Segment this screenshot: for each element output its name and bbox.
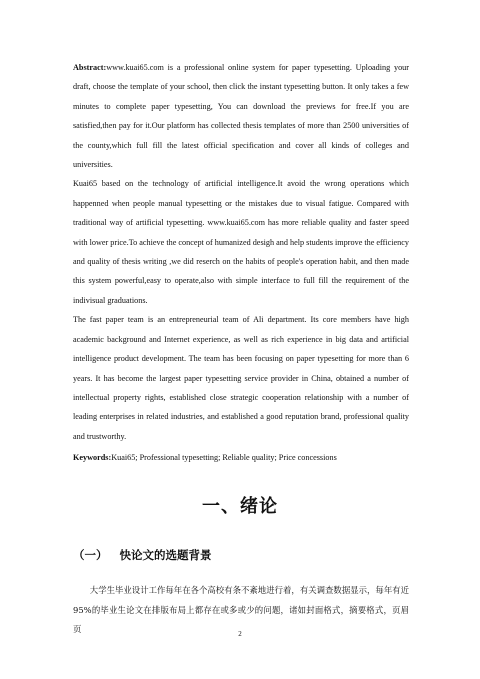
keywords-text: Kuai65; Professional typesetting; Reliable quality; Price concessions xyxy=(111,453,337,462)
section-title xyxy=(73,547,212,563)
abstract-block xyxy=(73,58,409,446)
abstract-paragraph-2: Kuai65 based on the technology of artificial intelligence.It avoid the wrong operations which happenned when people manual typesetting or the mistakes due to visual fatigue. Compared with traditional way of artificial typesetting. www.kuai65.com has more reliable quality and faster speed with lower price.To achieve the concept of humanized desigh and help students improve the efficiency and quality of thesis writing ,we did reserch on the habits of people's operation habit, and then made this system powerful,easy to operate,also with simple interface to full fill the requirement of the indivisual graduations. xyxy=(73,179,409,305)
abstract-paragraph-3: The fast paper team is an entrepreneurial team of Ali department. Its core members have high academic background and Internet experience, as well as rich experience in big data and artificial intelligence product development. The team has been focusing on paper typesetting for more than 6 years. It has become the largest paper typesetting service provider in China, obtained a number of intellectual property rights, established close strategic cooperation relationship with a number of leading enterprises in related industries, and established a good reputation brand, professional quality and trustworthy. xyxy=(73,315,409,441)
keywords-line xyxy=(73,451,409,465)
keywords-label: Keywords: xyxy=(73,453,112,462)
abstract-text-1: www.kuai65.com is a professional online system for paper typesetting. Uploading your draft, choose the template of your school, then click the instant typesetting button. It only takes a few minutes to complete paper typesetting, You can download the previews for free.If you are satisfied,then pay for it.Our platform has collected thesis templates of more than 2500 universities of the county,which full fill the latest official specification and cover all kinds of colleges and universities. xyxy=(73,63,409,170)
section-title-text: 快论文的选题背景 xyxy=(119,548,212,562)
body-paragraph-zh: 大学生毕业设计工作每年在各个高校有条不紊地进行着，有关调查数据显示，每年有近95%的毕业生论文在排版布局上都存在或多或少的问题，诸如封面格式，摘要格式，页眉页 xyxy=(73,585,409,634)
page-number: 2 xyxy=(238,630,242,638)
abstract-paragraph-1 xyxy=(73,58,409,174)
chapter-title: 一、绪论 xyxy=(202,496,278,517)
section-number: （一） xyxy=(73,548,108,562)
abstract-label: Abstract: xyxy=(73,63,107,72)
